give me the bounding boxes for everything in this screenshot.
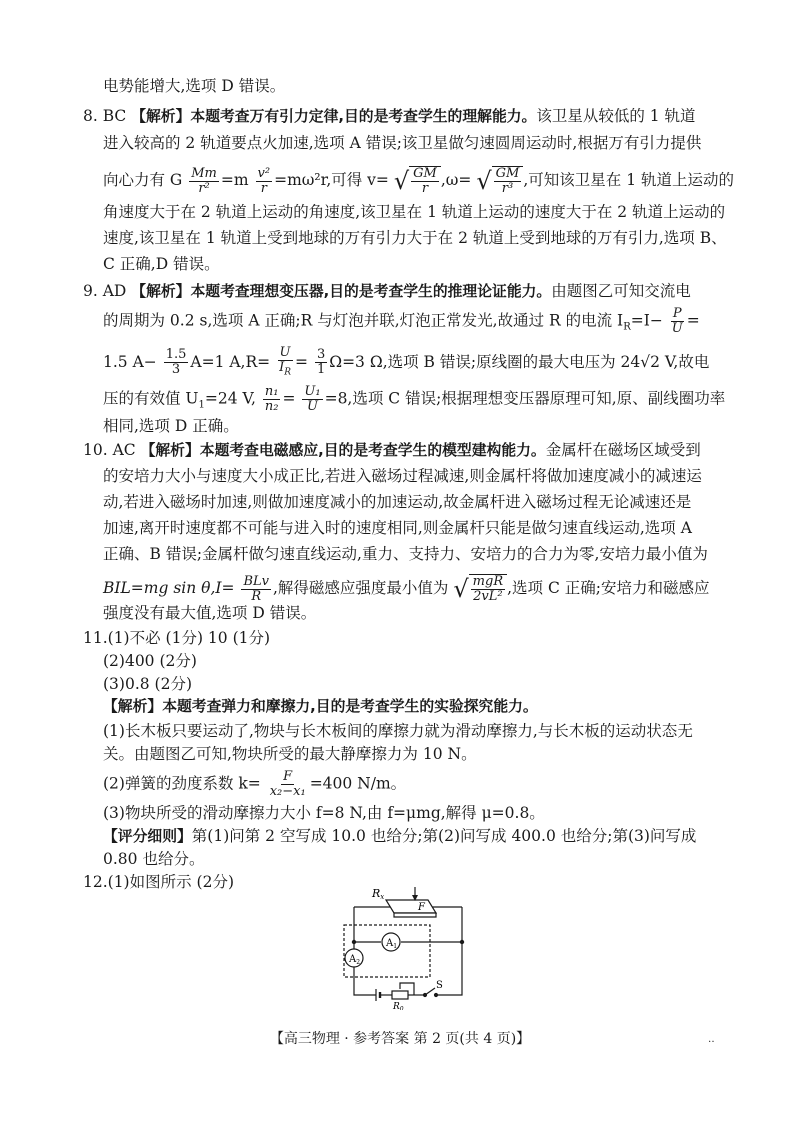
numerator: F	[283, 769, 293, 784]
q9-line4	[103, 385, 725, 416]
denominator: r	[260, 180, 267, 196]
ammeter-A2: $A_2$	[349, 954, 361, 966]
q9-text: A=1 A,R=	[190, 352, 271, 371]
q9-text: 1.5 A−	[103, 352, 157, 371]
q12-line1: 12.(1)如图所示 (2分)	[83, 873, 234, 891]
q11-line1: 11.(1)不必 (1分) 10 (1分)	[83, 629, 271, 647]
q10-analysis-tag: 【解析】本题考查电磁感应,目的是考查学生的模型建构能力。	[140, 442, 546, 459]
q9-text: =24 V,	[204, 389, 256, 408]
numerator: 1.5	[165, 347, 187, 363]
q11-text: 第(1)问第 2 空写成 10.0 也给分;第(2)问写成 400.0 也给分;第(3)问写成	[191, 827, 697, 845]
q10-text: ,选项 C 正确;安培力和磁感应	[507, 579, 710, 597]
fraction-U-IR	[277, 346, 293, 380]
fraction-3-1	[315, 348, 327, 377]
q10-text: ,解得磁感应强度最小值为	[273, 579, 449, 597]
denominator: 2vL²	[473, 589, 503, 604]
denominator: R	[251, 588, 262, 604]
q8-line3	[103, 166, 734, 196]
q10-line3: 动,若进入磁场时加速,则做加速度减小的加速运动,故金属杆进入磁场过程无论减速还是	[103, 493, 692, 511]
denominator: 3	[171, 362, 181, 378]
subscript: 1	[198, 399, 205, 411]
q11-line9: 0.80 也给分。	[103, 850, 205, 868]
fraction-v2-r	[256, 167, 273, 196]
q9-text: =8,选项 C 错误;根据理想变压器原理可知,原、副线圈功率	[324, 389, 726, 408]
page-footer: 【高三物理 · 参考答案 第 2 页(共 4 页)】	[269, 1031, 531, 1047]
q10-line7: 强度没有最大值,选项 D 错误。	[103, 604, 317, 622]
q9-text: Ω=3 Ω,选项 B 错误;原线圈的最大电压为 24√2 V,故电	[329, 352, 710, 371]
q11-line4: (1)长木板只要运动了,物块与长木板间的摩擦力就为滑动摩擦力,与长木板的运动状态无	[103, 722, 693, 740]
fraction-U1-U	[302, 385, 322, 414]
fraction-Mm-r2	[189, 167, 219, 196]
q11-line7: (3)物块所受的滑动摩擦力大小 f=8 N,由 f=μmg,解得 μ=0.8。	[103, 804, 545, 822]
q8-line2: 进入较高的 2 轨道要点火加速,选项 A 错误;该卫星做匀速圆周运动时,根据万有引力提供	[103, 134, 702, 152]
numerator: U	[279, 345, 291, 360]
scoring-rules-tag: 【评分细则】	[103, 828, 192, 845]
q8-text: 该卫星从较低的 1 轨道	[536, 107, 696, 125]
q11-text: (2)弹簧的劲度系数 k=	[103, 774, 261, 793]
numerator: 3	[316, 347, 326, 363]
numerator: P	[672, 306, 682, 321]
denominator: U	[671, 321, 683, 336]
q10-line4: 加速,离开时速度都不可能与进入时的速度相同,则金属杆只能是做匀速直线运动,选项 A	[103, 519, 692, 537]
q9-line2	[103, 307, 700, 338]
denominator: I	[279, 360, 285, 375]
q11-analysis-tag: 【解析】本题考查弹力和摩擦力,目的是考查学生的实验探究能力。	[103, 698, 538, 715]
q9-text: =I−	[630, 311, 663, 330]
fraction-P-U	[670, 307, 685, 336]
label-S: S	[436, 980, 443, 991]
q10-line6	[103, 574, 709, 604]
q8-text: ,ω=	[440, 171, 472, 189]
q11-line6	[103, 770, 406, 799]
denominator: 1	[316, 362, 326, 378]
fraction-1.5-3	[164, 348, 189, 377]
denominator: r	[421, 181, 429, 196]
q8-text: 向心力有 G	[103, 171, 183, 189]
q9-text: 的周期为 0.2 s,选项 A 正确;R 与灯泡并联,灯泡正常发光,故通过 R 的电流 I	[103, 311, 624, 330]
q11-line2: (2)400 (2分)	[103, 652, 197, 670]
label-R0: $R_0$	[393, 1002, 404, 1010]
numerator: n₁	[264, 384, 279, 399]
q8-line6: C 正确,D 错误。	[103, 255, 220, 273]
q8-text: ,可知该卫星在 1 轨道上运动的	[523, 171, 735, 189]
q9-line3	[103, 346, 709, 380]
numerator: U₁	[304, 384, 321, 399]
q11-line8	[103, 826, 696, 847]
q10-text: 金属杆在磁场区域受到	[545, 441, 701, 459]
fraction-n1-n2	[263, 385, 281, 414]
circuit-diagram	[336, 885, 476, 1010]
q10-line5: 正确、B 错误;金属杆做匀速直线运动,重力、支持力、安培力的合力为零,安培力最小值为	[103, 545, 708, 563]
q11-line3: (3)0.8 (2分)	[103, 675, 192, 693]
q9-text: 压的有效值 U	[103, 389, 199, 408]
denominator: U	[307, 399, 318, 414]
q8-answer: 8. BC	[83, 107, 127, 125]
q9-answer: 9. AD	[83, 282, 127, 300]
subscript: R	[623, 321, 631, 333]
denominator: r³	[501, 181, 514, 196]
q10-line2: 的安培力大小与速度大小成正比,若进入磁场过程减速,则金属杆将做加速度减小的减速运	[103, 467, 702, 485]
sqrt-GM-r3: √ $\frac{GM}{\text{r³}}$	[476, 166, 523, 196]
ammeter-A1: $A_1$	[386, 938, 398, 950]
numerator: GM	[495, 166, 520, 181]
denominator: n₂	[264, 399, 279, 414]
q8-text: =mω²r,可得 v=	[274, 171, 389, 189]
q8-line5: 速度,该卫星在 1 轨道上受到地球的万有引力大于在 2 轨道上受到地球的万有引力,选项 B、	[103, 229, 727, 247]
numerator: Mm	[191, 165, 217, 181]
sqrt-mgR-2vL2: √ $\frac{\text{mgR}}{\text{2vL²}}$	[453, 574, 507, 604]
denominator: x₂−x₁	[269, 784, 306, 799]
numerator: v²	[257, 165, 271, 181]
numerator: BLv	[243, 573, 269, 589]
q10-text: BIL=mg sin θ,I=	[103, 579, 235, 597]
line-prev-end: 电势能增大,选项 D 错误。	[103, 77, 286, 95]
sqrt-GM-r: √ $\frac{GM}{r}$	[394, 166, 441, 196]
q8-text: =m	[220, 171, 249, 189]
fraction-F-x2x1	[268, 770, 308, 799]
q8-analysis-tag: 【解析】本题考查万有引力定律,目的是考查学生的理解能力。	[131, 108, 537, 125]
q9-line1	[83, 281, 691, 302]
q10-line1	[83, 440, 701, 461]
fraction-BLv-R	[241, 575, 271, 604]
label-F: F	[418, 902, 425, 913]
numerator: mgR	[472, 574, 504, 589]
q9-text: =	[686, 311, 700, 330]
numerator: GM	[413, 166, 437, 181]
q9-text: 由题图乙可知交流电	[551, 282, 691, 300]
denominator: r²	[198, 180, 210, 196]
label-Rx: Rx	[372, 887, 385, 901]
q8-line4: 角速度大于在 2 轨道上运动的角速度,该卫星在 1 轨道上运动的速度大于在 2 轨道上运动的	[103, 203, 726, 221]
q9-text: =	[282, 389, 296, 408]
q11-line5: 关。由题图乙可知,物块所受的最大静摩擦力为 10 N。	[103, 745, 477, 763]
q11-text: =400 N/m。	[309, 774, 407, 793]
corner-mark: ‥	[708, 1034, 715, 1045]
q8-line1	[83, 106, 696, 127]
q9-line5: 相同,选项 D 正确。	[103, 417, 239, 435]
q10-answer: 10. AC	[83, 441, 136, 459]
q9-text: =	[295, 352, 308, 371]
q9-analysis-tag: 【解析】本题考查理想变压器,目的是考查学生的推理论证能力。	[131, 283, 552, 300]
subscript: R	[284, 367, 291, 378]
